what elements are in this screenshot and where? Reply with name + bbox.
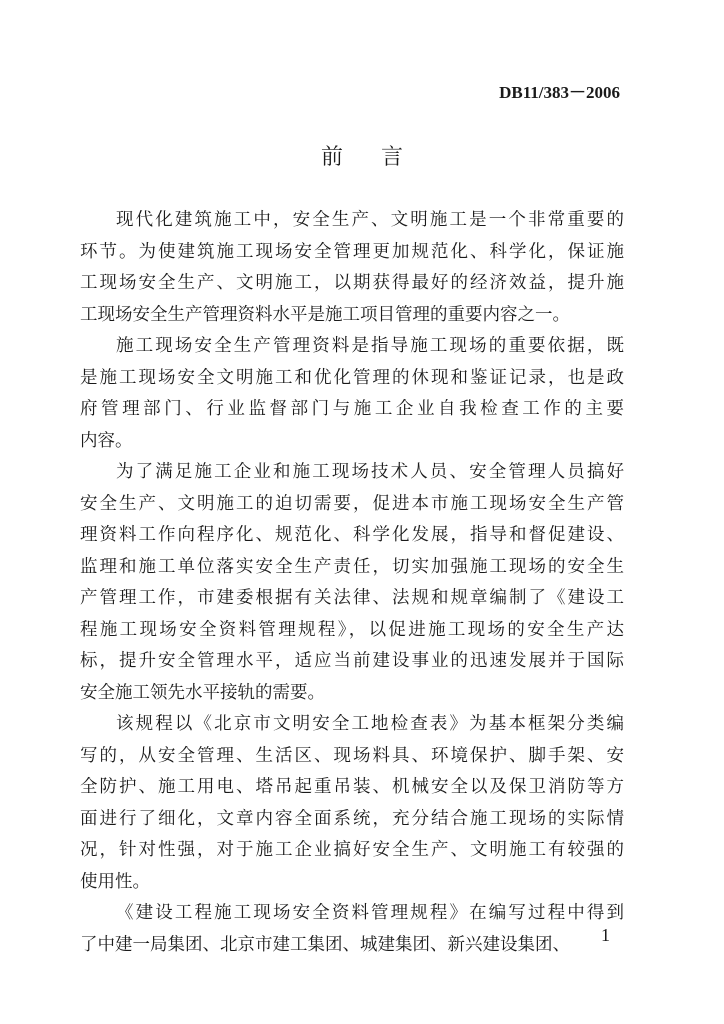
paragraph-line: 使用性。: [80, 871, 150, 892]
paragraph-line: 工现场安全生产管理资料水平是施工项目管理的重要内容之一。: [80, 304, 570, 325]
paragraph-line: 了中建一局集团、北京市建工集团、城建集团、新兴建设集团、: [80, 934, 570, 955]
paragraph-line: 环节。为使建筑施工现场安全管理更加规范化、科学化，保证施: [80, 241, 624, 262]
paragraph-line: 是施工现场安全文明施工和优化管理的休现和鉴证记录，也是政: [80, 367, 624, 388]
paragraph-line: 监理和施工单位落实安全生产责任，切实加强施工现场的安全生: [80, 556, 624, 577]
paragraph: [80, 331, 624, 457]
paragraph: [80, 457, 624, 709]
paragraph-line: 程施工现场安全资料管理规程》，以促进施工现场的安全生产达: [80, 619, 624, 640]
paragraph-line: 全防护、施工用电、塔吊起重吊装、机械安全以及保卫消防等方: [80, 777, 624, 797]
paragraph-line: 安全生产、文明施工的迫切需要，促进本市施工现场安全生产管: [80, 493, 624, 514]
paragraph-line: 写的，从安全管理、生活区、现场料具、环境保护、脚手架、安: [80, 745, 624, 766]
paragraph-line: 内容。: [80, 430, 133, 451]
body-text: [80, 205, 624, 961]
paragraph-line: 安全施工领先水平接轨的需要。: [80, 682, 325, 703]
paragraph-line: 况，针对性强，对于施工企业搞好安全生产、文明施工有较强的: [80, 840, 624, 860]
paragraph-line: 工现场安全生产、文明施工，以期获得最好的经济效益，提升施: [80, 273, 624, 293]
paragraph-line: 产管理工作，市建委根据有关法律、法规和规章编制了《建设工: [80, 588, 624, 608]
page-title: 前言: [320, 145, 441, 170]
paragraph-line: 现代化建筑施工中，安全生产、文明施工是一个非常重要的: [116, 210, 624, 230]
paragraph: [80, 709, 624, 898]
document-code: DB11/383－2006: [499, 83, 620, 102]
page-number: 1: [601, 925, 610, 945]
paragraph-line: 理资料工作向程序化、规范化、科学化发展，指导和督促建设、: [80, 525, 624, 545]
paragraph-line: 府管理部门、行业监督部门与施工企业自我检查工作的主要: [80, 399, 624, 419]
paragraph-line: 施工现场安全生产管理资料是指导施工现场的重要依据，既: [116, 336, 624, 356]
paragraph-line: 面进行了细化，文章内容全面系统，充分结合施工现场的实际情: [80, 808, 624, 829]
paragraph-line: 标，提升安全管理水平，适应当前建设事业的迅速发展并于国际: [80, 651, 624, 671]
paragraph: [80, 898, 624, 961]
paragraph: [80, 205, 624, 331]
paragraph-line: 为了满足施工企业和施工现场技术人员、安全管理人员搞好: [116, 462, 624, 482]
paragraph-line: 该规程以《北京市文明安全工地检查表》为基本框架分类编: [116, 714, 624, 734]
paragraph-line: 《建设工程施工现场安全资料管理规程》在编写过程中得到: [116, 903, 624, 923]
